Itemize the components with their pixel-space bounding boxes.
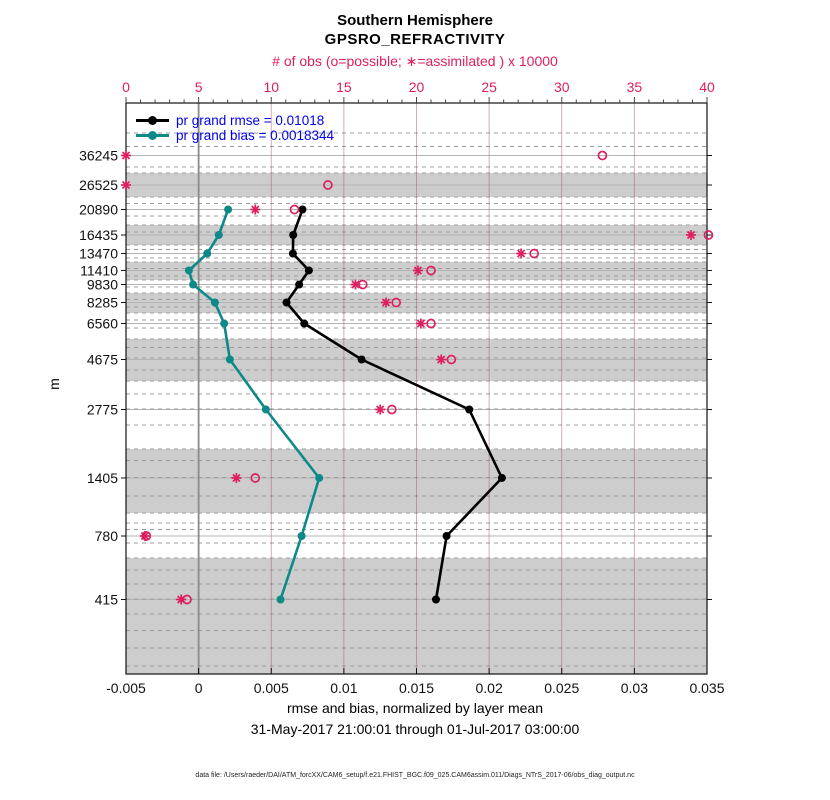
y-axis-tick-label: 11410 bbox=[80, 262, 118, 279]
bias-point bbox=[298, 532, 306, 540]
rmse-point bbox=[498, 474, 506, 482]
top-axis-tick-label: 5 bbox=[194, 79, 203, 95]
rmse-point bbox=[283, 299, 291, 307]
top-axis-tick-label: 20 bbox=[408, 79, 425, 95]
bottom-axis-tick-label: -0.005 bbox=[106, 680, 146, 696]
rmse-point bbox=[295, 281, 303, 289]
bottom-axis-tick-label: 0.035 bbox=[689, 680, 725, 696]
rmse-line-sample bbox=[136, 119, 169, 122]
bias-point bbox=[189, 281, 197, 289]
assimilated-marker bbox=[140, 531, 150, 541]
rmse-point bbox=[358, 355, 366, 363]
chart-subtitle: GPSRO_REFRACTIVITY bbox=[324, 31, 506, 48]
top-axis-tick-label: 15 bbox=[336, 79, 352, 95]
assimilated-marker bbox=[250, 204, 260, 214]
rmse-point bbox=[432, 595, 440, 603]
data-file-note: data file: /Users/raeder/DAI/ATM_forcXX/CAM6_setup/f.e21.FHIST_BGC.f09_025.CAM6assim.011/Diags_NTrS_2017-06/obs_diag_output.nc bbox=[195, 772, 635, 779]
y-axis-tick-label: 9830 bbox=[86, 276, 118, 293]
assimilated-marker bbox=[231, 473, 241, 483]
bias-point bbox=[262, 406, 270, 414]
assimilated-marker bbox=[121, 180, 131, 190]
bias-point bbox=[277, 595, 285, 603]
date-range-label: 31-May-2017 21:00:01 through 01-Jul-2017 03:00:00 bbox=[250, 721, 580, 737]
top-axis-label: # of obs (o=possible; ∗=assimilated ) x 10000 bbox=[272, 53, 558, 69]
rmse-point bbox=[298, 205, 306, 213]
bottom-axis-tick-label: 0.005 bbox=[253, 680, 289, 696]
top-axis-tick-label: 10 bbox=[263, 79, 280, 95]
rmse-point bbox=[300, 320, 308, 328]
top-axis-tick-label: 30 bbox=[553, 79, 570, 95]
assimilated-marker bbox=[381, 298, 391, 308]
top-axis-tick-label: 0 bbox=[122, 79, 130, 95]
bias-point bbox=[220, 320, 228, 328]
y-axis-tick-label: 6560 bbox=[86, 315, 118, 332]
chart-title: Southern Hemisphere bbox=[337, 12, 493, 29]
rmse-point bbox=[305, 266, 313, 274]
y-axis-tick-label: 8285 bbox=[86, 294, 118, 311]
y-axis-tick-label: 415 bbox=[94, 591, 118, 608]
bias-point bbox=[315, 474, 323, 482]
y-axis-tick-label: 20890 bbox=[79, 201, 118, 218]
rmse-point bbox=[289, 250, 297, 258]
top-axis-tick-label: 35 bbox=[626, 79, 643, 95]
rmse-point bbox=[443, 532, 451, 540]
bottom-axis-tick-label: 0 bbox=[194, 680, 203, 696]
assimilated-marker bbox=[686, 230, 696, 240]
y-axis-tick-label: 1405 bbox=[86, 469, 118, 486]
assimilated-marker bbox=[350, 280, 360, 290]
assimilated-marker bbox=[436, 354, 446, 364]
bias-point bbox=[185, 266, 193, 274]
assimilated-marker bbox=[416, 319, 426, 329]
bottom-axis-tick-label: 0.025 bbox=[544, 680, 580, 696]
top-axis-tick-label: 25 bbox=[481, 79, 497, 95]
legend-item-bias bbox=[136, 128, 334, 143]
top-axis bbox=[122, 79, 715, 103]
rmse-dot-sample bbox=[148, 116, 157, 125]
rmse-point bbox=[289, 231, 297, 239]
legend-label-rmse: pr grand rmse = 0.01018 bbox=[176, 113, 325, 128]
legend-label-bias: pr grand bias = 0.0018344 bbox=[176, 128, 334, 143]
bias-point bbox=[224, 205, 232, 213]
y-axis-tick-label: 780 bbox=[94, 527, 118, 544]
bias-point bbox=[203, 250, 211, 258]
assimilated-marker bbox=[121, 150, 131, 160]
y-axis-tick-label: 26525 bbox=[79, 176, 118, 193]
bias-dot-sample bbox=[148, 131, 157, 140]
bottom-axis-tick-label: 0.015 bbox=[398, 680, 435, 696]
bias-line-sample bbox=[136, 134, 169, 137]
assimilated-marker bbox=[413, 265, 423, 275]
top-axis-tick-label: 40 bbox=[699, 79, 715, 95]
bias-point bbox=[211, 299, 219, 307]
rmse-point bbox=[465, 406, 473, 414]
y-axis-tick-label: 36245 bbox=[79, 147, 118, 164]
y-axis-tick-label: 2775 bbox=[86, 401, 118, 418]
bottom-axis-tick-label: 0.03 bbox=[620, 680, 648, 696]
y-axis-tick-label: 13470 bbox=[79, 245, 118, 262]
y-axis-unit-label: m bbox=[45, 378, 62, 390]
bottom-axis-tick-label: 0.02 bbox=[475, 680, 503, 696]
y-axis-tick-label: 16435 bbox=[79, 227, 118, 244]
legend bbox=[136, 113, 334, 143]
assimilated-marker bbox=[516, 249, 526, 259]
x-axis-label: rmse and bias, normalized by layer mean bbox=[286, 700, 543, 716]
assimilated-marker bbox=[176, 594, 186, 604]
bottom-axis-tick-label: 0.01 bbox=[330, 680, 358, 696]
bias-point bbox=[226, 355, 234, 363]
y-axis-tick-label: 4675 bbox=[86, 351, 118, 368]
legend-item-rmse bbox=[136, 113, 334, 128]
assimilated-marker bbox=[375, 405, 385, 415]
bias-point bbox=[215, 231, 223, 239]
